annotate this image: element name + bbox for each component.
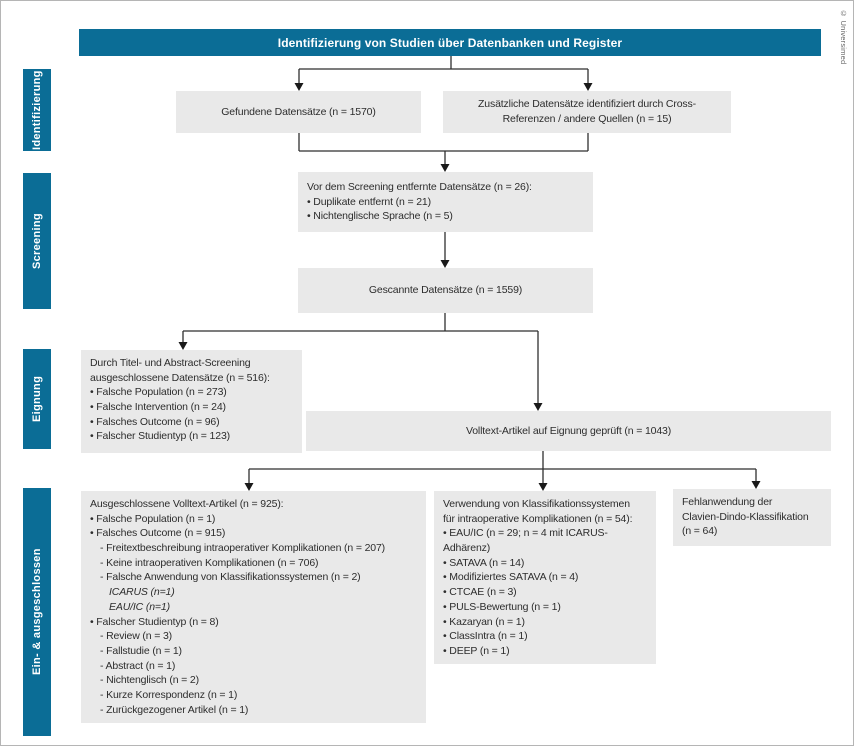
box-line: Durch Titel- und Abstract-Screening ausgeschlossene Datensätze (n = 516): <box>90 357 270 384</box>
banner-title: Identifizierung von Studien über Datenbanken und Register <box>79 29 821 56</box>
box-removed-before-screening <box>298 172 593 232</box>
box-line: Ausgeschlossene Volltext-Artikel (n = 925): <box>90 498 284 510</box>
box-line: • Falsche Intervention (n = 24) <box>90 401 226 414</box>
stage-label-screening: Screening <box>23 173 51 309</box>
connector-fulltext-to-results <box>245 451 761 491</box>
box-line: • Falsche Population (n = 273) <box>90 386 227 399</box>
box-records-additional: Zusätzliche Datensätze identifiziert durch Cross-Referenzen / andere Quellen (n = 15) <box>443 91 731 133</box>
box-records-found: Gefundene Datensätze (n = 1570) <box>176 91 421 133</box>
box-line: • DEEP (n = 1) <box>443 644 510 657</box>
connector-removed-to-screened <box>441 232 450 268</box>
box-line: • SATAVA (n = 14) <box>443 556 525 569</box>
box-line: • EAU/IC (n = 29; n = 4 mit ICARUS- <box>443 527 608 540</box>
box-line: - Kurze Korrespondenz (n = 1) <box>100 688 238 701</box>
stage-label-eignung: Eignung <box>23 349 51 449</box>
stage-label-identifizierung: Identifizierung <box>23 69 51 151</box>
box-line: - Fallstudie (n = 1) <box>100 644 182 657</box>
box-line: Adhärenz) <box>443 542 491 555</box>
box-line: • Falsche Population (n = 1) <box>90 512 216 525</box>
box-fulltext-assessed: Volltext-Artikel auf Eignung geprüft (n = 1043) <box>306 411 831 451</box>
box-line: • Falscher Studientyp (n = 123) <box>90 430 230 443</box>
connector-banner-to-records <box>295 56 593 91</box>
copyright-credit: © Universimed <box>839 9 848 65</box>
connector-records-to-removed <box>299 133 588 172</box>
box-line: • Kazaryan (n = 1) <box>443 615 525 628</box>
box-clavien-dindo-misuse <box>673 489 831 546</box>
box-line: ICARUS (n=1) <box>109 586 175 599</box>
box-line: • Nichtenglische Sprache (n = 5) <box>307 210 453 223</box>
box-line: Verwendung von Klassifikationssystemen <box>443 498 630 510</box>
box-records-screened: Gescannte Datensätze (n = 1559) <box>298 268 593 313</box>
box-excluded-title-abstract <box>81 350 302 453</box>
box-line: • CTCAE (n = 3) <box>443 586 517 599</box>
box-line: • Duplikate entfernt (n = 21) <box>307 195 431 208</box>
box-line: - Falsche Anwendung von Klassifikationssystemen (n = 2) <box>100 571 361 584</box>
box-line: Vor dem Screening entfernte Datensätze (n = 26): <box>307 181 532 193</box>
box-line: (n = 64) <box>682 525 718 538</box>
box-line: - Zurückgezogener Artikel (n = 1) <box>100 703 249 716</box>
box-line: • ClassIntra (n = 1) <box>443 630 528 643</box>
box-line: Fehlanwendung der <box>682 496 773 508</box>
box-fulltext-excluded <box>81 491 426 723</box>
stage-label-ein-ausgeschlossen: Ein- & ausgeschlossen <box>23 488 51 736</box>
box-line: • Falsches Outcome (n = 915) <box>90 527 226 540</box>
box-line: - Keine intraoperativen Komplikationen (n = 706) <box>100 556 319 569</box>
box-line: - Nichtenglisch (n = 2) <box>100 674 199 687</box>
box-line: • PULS-Bewertung (n = 1) <box>443 600 561 613</box>
box-line: - Review (n = 3) <box>100 630 172 643</box>
box-line: • Falscher Studientyp (n = 8) <box>90 615 219 628</box>
box-line: für intraoperative Komplikationen (n = 54): <box>443 512 633 525</box>
box-line: • Falsches Outcome (n = 96) <box>90 415 220 428</box>
box-line: Clavien-Dindo-Klassifikation <box>682 510 809 523</box>
box-line: - Abstract (n = 1) <box>100 659 176 672</box>
box-line: • Modifiziertes SATAVA (n = 4) <box>443 571 579 584</box>
box-line: EAU/IC (n=1) <box>109 600 170 613</box>
box-line: - Freitextbeschreibung intraoperativer Komplikationen (n = 207) <box>100 542 385 555</box>
box-classification-systems <box>434 491 656 664</box>
